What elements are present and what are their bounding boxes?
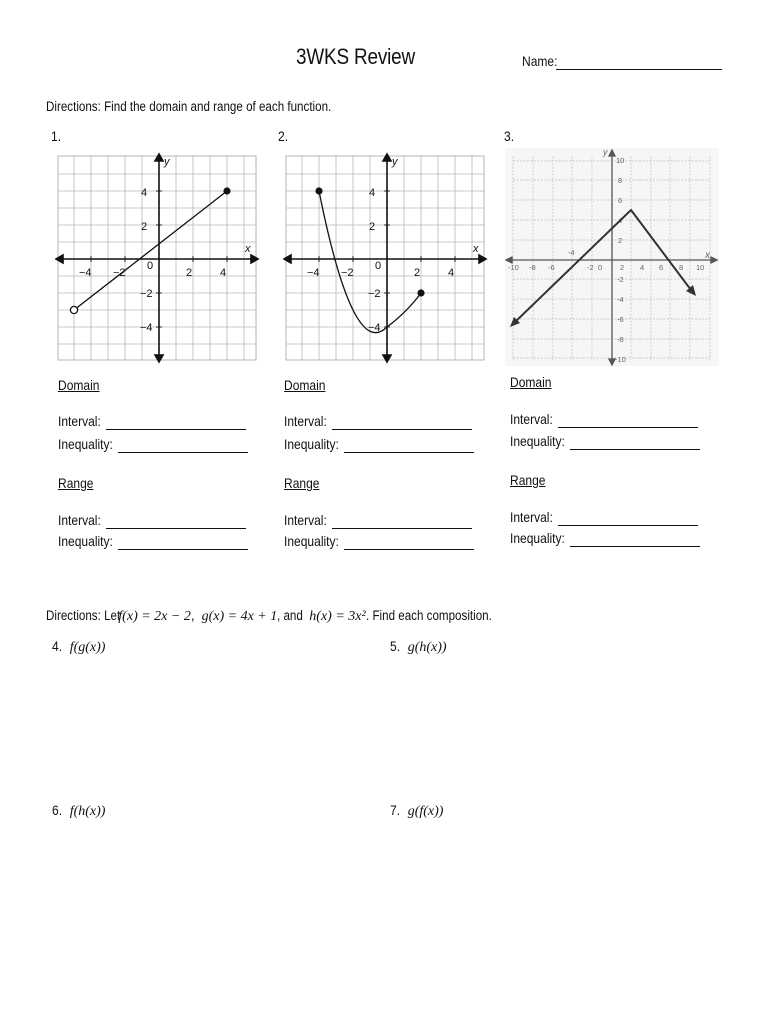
composition-4-number: 4.	[52, 638, 63, 654]
problem-2-domain-inequality-blank[interactable]	[344, 452, 474, 453]
problem-2-graph-svg	[283, 152, 491, 364]
g-definition: g(x) = 4x + 1	[201, 609, 278, 624]
x-tick-label: -4	[568, 248, 575, 257]
y-tick-label: 10	[616, 156, 625, 165]
y-axis-arrow-down	[383, 355, 391, 362]
x-tick-label: 4	[448, 267, 455, 279]
problem-3-range-inequality-label: Inequality:	[510, 530, 565, 546]
x-axis-label: x	[245, 243, 251, 255]
x-tick-label: 6	[659, 263, 664, 272]
composition-4	[52, 638, 105, 656]
y-tick-label: 4	[369, 187, 376, 199]
x-tick-label: -6	[548, 263, 555, 272]
closed-endpoint	[223, 187, 230, 194]
y-axis-arrow-up	[383, 154, 391, 161]
x-tick-label: 2	[414, 267, 421, 279]
problem-3-domain-interval-blank[interactable]	[558, 427, 698, 428]
problem-3-range-inequality-blank[interactable]	[570, 546, 700, 547]
directions-domain-range: Directions: Find the domain and range of each function.	[46, 99, 332, 114]
x-tick-label: 2	[186, 267, 193, 279]
x-axis-arrow-right	[479, 255, 486, 263]
problem-1-graph-svg	[55, 152, 263, 364]
problem-1-domain-interval-blank[interactable]	[106, 429, 246, 430]
y-tick-label: 6	[618, 196, 623, 205]
problem-2-range-interval-blank[interactable]	[332, 528, 472, 529]
x-tick-label: −2	[341, 267, 354, 279]
y-axis-arrow-up	[155, 154, 163, 161]
open-endpoint	[70, 306, 77, 313]
y-axis-label: y	[603, 148, 608, 157]
name-label: Name:	[522, 53, 558, 69]
problem-1-domain-heading: Domain	[58, 377, 100, 393]
problem-2-range-interval-label: Interval:	[284, 512, 327, 528]
composition-7-expression: g(f(x))	[407, 804, 444, 819]
problem-1-domain-inequality-blank[interactable]	[118, 452, 248, 453]
problem-3-domain-interval-label: Interval:	[510, 411, 553, 427]
y-tick-label: -6	[617, 315, 624, 324]
x-tick-label: 4	[640, 263, 645, 272]
composition-6-expression: f(h(x))	[69, 804, 106, 819]
f-definition: f(x) = 2x − 2	[118, 609, 191, 624]
problem-1-range-heading: Range	[58, 475, 94, 491]
problem-3-graph	[505, 148, 719, 366]
y-tick-label: −2	[368, 288, 381, 300]
composition-5	[390, 638, 447, 656]
y-tick-label: 2	[618, 236, 623, 245]
x-tick-label: −4	[307, 267, 320, 279]
closed-endpoint-left	[315, 187, 322, 194]
problem-2-domain-interval-blank[interactable]	[332, 429, 472, 430]
x-tick-label: -8	[529, 263, 536, 272]
problem-3-range-heading: Range	[510, 472, 546, 488]
x-tick-label: −2	[113, 267, 126, 279]
h-definition: h(x) = 3x²	[309, 609, 366, 624]
y-axis-label: y	[392, 156, 398, 168]
x-tick-label: 2	[620, 263, 625, 272]
name-blank-line[interactable]	[556, 69, 722, 70]
directions-tail: . Find each composition.	[365, 608, 492, 623]
origin-label: 0	[375, 260, 382, 272]
x-tick-label: -10	[508, 263, 519, 272]
problem-2-domain-interval-label: Interval:	[284, 413, 327, 429]
problem-1-range-interval-blank[interactable]	[106, 528, 246, 529]
worksheet-title: 3WKS Review	[296, 44, 416, 69]
x-tick-label: 4	[220, 267, 227, 279]
composition-4-expression: f(g(x))	[69, 640, 106, 655]
directions-lead: Directions: Let	[46, 608, 121, 623]
y-tick-label: −2	[140, 288, 153, 300]
problem-3-domain-heading: Domain	[510, 374, 552, 390]
y-tick-label: 4	[618, 216, 623, 225]
problem-2-number: 2.	[278, 128, 289, 144]
problem-3-domain-inequality-label: Inequality:	[510, 433, 565, 449]
composition-5-number: 5.	[390, 638, 401, 654]
x-tick-label: −4	[79, 267, 92, 279]
problem-3-graph-svg	[505, 148, 719, 366]
x-axis-arrow-left	[284, 255, 291, 263]
x-axis-arrow-right	[251, 255, 258, 263]
origin-label: 0	[147, 260, 154, 272]
y-tick-label: -2	[617, 275, 624, 284]
composition-6	[52, 802, 105, 820]
y-tick-label: 2	[141, 221, 148, 233]
problem-3-number: 3.	[504, 128, 515, 144]
problem-1-range-inequality-blank[interactable]	[118, 549, 248, 550]
problem-2-range-heading: Range	[284, 475, 320, 491]
composition-7-number: 7.	[390, 802, 401, 818]
x-tick-label: 8	[679, 263, 684, 272]
problem-1-graph	[55, 152, 263, 364]
y-tick-label: 8	[618, 176, 623, 185]
problem-2-domain-heading: Domain	[284, 377, 326, 393]
x-axis-label: x	[473, 243, 479, 255]
and-text: , and	[277, 608, 304, 623]
closed-endpoint-right	[417, 289, 424, 296]
y-axis-label: y	[164, 156, 170, 168]
problem-1-domain-interval-label: Interval:	[58, 413, 101, 429]
problem-1-domain-inequality-label: Inequality:	[58, 436, 113, 452]
x-tick-label: 10	[696, 263, 705, 272]
problem-2-domain-inequality-label: Inequality:	[284, 436, 339, 452]
x-tick-label: -2	[587, 263, 594, 272]
problem-2-range-inequality-blank[interactable]	[344, 549, 474, 550]
y-tick-label: −4	[368, 322, 381, 334]
y-axis-arrow-down	[155, 355, 163, 362]
x-axis-label: x	[705, 250, 710, 261]
x-axis-arrow-left	[56, 255, 63, 263]
y-tick-label: −4	[140, 322, 153, 334]
problem-1-number: 1.	[51, 128, 62, 144]
problem-3-domain-inequality-blank[interactable]	[570, 449, 700, 450]
composition-5-expression: g(h(x))	[407, 640, 447, 655]
problem-1-range-inequality-label: Inequality:	[58, 533, 113, 549]
origin-label: 0	[598, 263, 603, 272]
y-tick-label: 2	[369, 221, 376, 233]
y-tick-label: -8	[617, 335, 624, 344]
composition-6-number: 6.	[52, 802, 63, 818]
problem-3-range-interval-blank[interactable]	[558, 525, 698, 526]
problem-3-range-interval-label: Interval:	[510, 509, 553, 525]
problem-2-graph	[283, 152, 491, 364]
y-tick-label: 4	[141, 187, 148, 199]
y-tick-label: -4	[617, 295, 624, 304]
directions-compositions: Directions: Let f(x) = 2x − 2, g(x) = 4x + 1, and h(x) = 3x². Find each composition.	[46, 608, 492, 624]
problem-2-range-inequality-label: Inequality:	[284, 533, 339, 549]
problem-1-range-interval-label: Interval:	[58, 512, 101, 528]
y-tick-label: -10	[615, 355, 626, 364]
composition-7	[390, 802, 443, 820]
